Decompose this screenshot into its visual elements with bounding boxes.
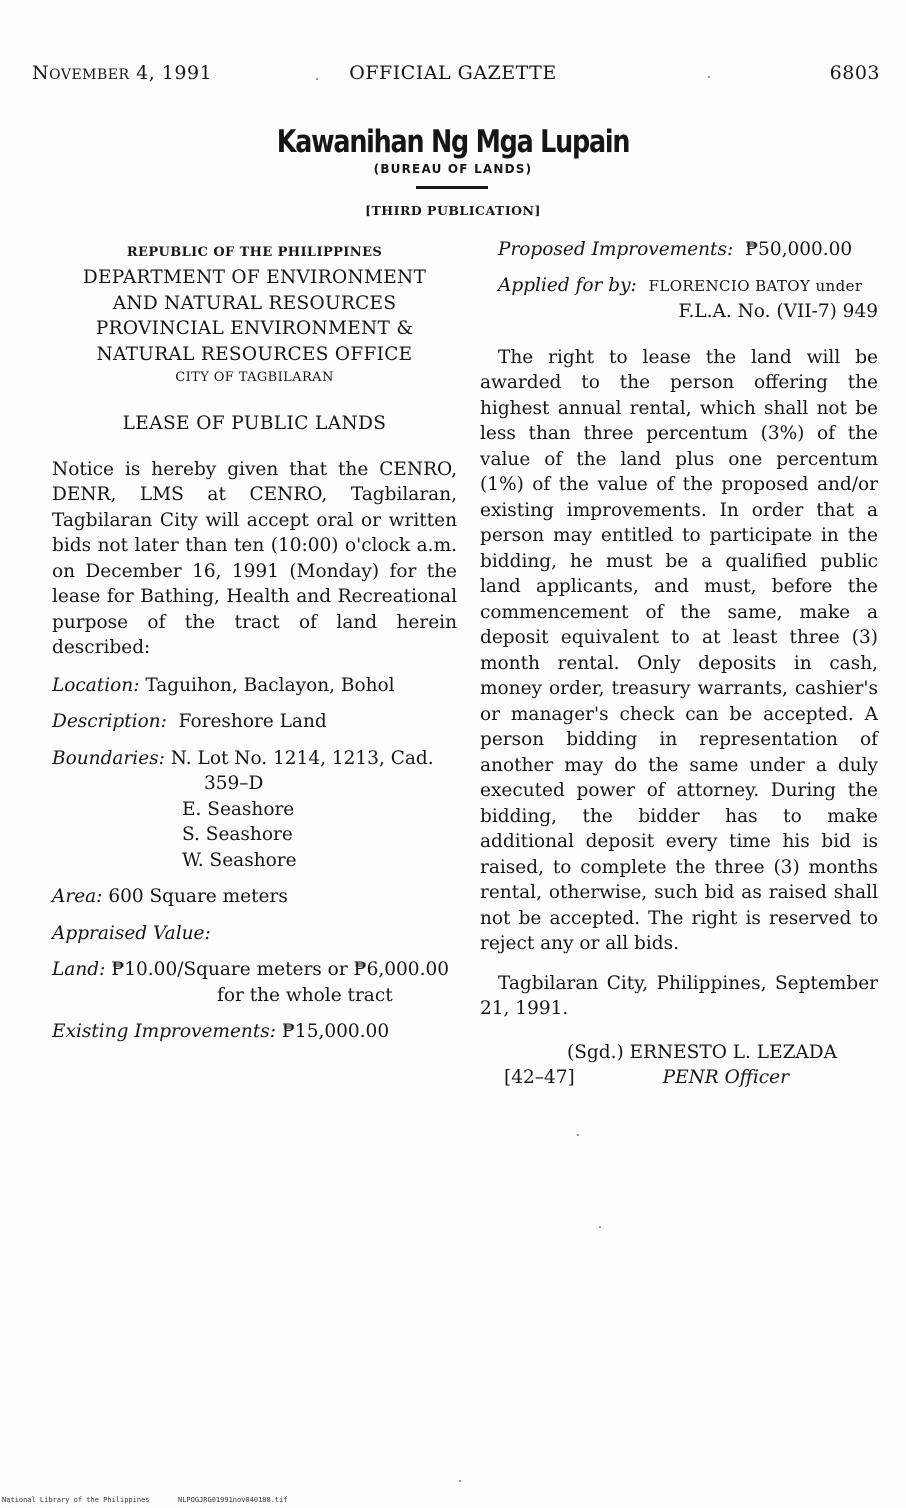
section-title: Kawanihan Ng Mga Lupain [276,124,630,160]
publication-note: [THIRD PUBLICATION] [365,203,541,218]
applicant-field: Applied for by: FLORENCIO BATOY under F.L.A. No. (VII-7) 949 [498,274,878,322]
officer-line [480,1065,878,1091]
right-column [480,237,878,1091]
lease-terms-text: The right to lease the land will be awarded to the person offering the highest annual rental, which shall not be less than three percentum (3%) of the value of the land plus one percentum (1%) of the value of the proposed and/or existing improvements. In order that a person may entitled to participate in the bidding, he must be a qualified public land applicants, and must, before the commencement of the same, make a deposit equivalent to at least three (3) month rental. Only deposits in cash, money order, treasury warrants, cashier's or manager's check can be accepted. A person bidding in representation of another may do the same under a duly executed power of attorney. During the bidding, the bidder has to make additional deposit every time his bid is raised, to complete the three (3) months rental, otherwise, such bid as raised shall not be accepted. The right is reserved to reject any or all bids. [480,346,878,954]
appraised-label: Appraised Value: [52,922,211,944]
city-line: CITY OF TAGBILARAN [175,370,334,385]
scan-speck [316,78,318,80]
library-credit: National Library of the Philippines [2,1496,150,1504]
left-column [52,241,457,1045]
signature-line: (Sgd.) ERNESTO L. LEZADA [567,1041,837,1063]
department-name: DEPARTMENT OF ENVIRONMENT AND NATURAL RESOURCES PROVINCIAL ENVIRONMENT & NATURAL RESOURCES OFFICE [82,267,427,365]
file-name: NLPOGJRG01991nov040188.tif [178,1496,288,1504]
republic-line: REPUBLIC OF THE PHILIPPINES [126,245,383,260]
section-subtitle: (BUREAU OF LANDS) [373,162,533,176]
existing-improvements-field: Existing Improvements: ₱15,000.00 [52,1021,390,1042]
area-field: Area: 600 Square meters [52,886,288,907]
location-field: Location: Taguihon, Baclayon, Bohol [52,674,395,696]
officer-title: PENR Officer [662,1067,789,1088]
page-number: 6803 [829,62,880,84]
boundaries-field: Boundaries: N. Lot No. 1214, 1213, Cad. 359–D E. Seashore S. Seashore W. Seashore [52,747,434,871]
scan-speck [459,1480,461,1482]
description-field: Description: Foreshore Land [52,711,327,732]
notice-text: Notice is hereby given that the CENRO, DENR, LMS at CENRO, Tagbilaran, Tagbilaran City will accept oral or written bids not later than ten (10:00) o'clock a.m. on December 16, 1991 (Monday) for the lease for Bathing, Health and Recreational purpose of the tract of land herein described: [52,458,457,658]
scan-speck [577,1134,579,1136]
place-date: Tagbilaran City, Philippines, September 21, 1991. [480,972,878,1019]
notice-heading: LEASE OF PUBLIC LANDS [122,413,387,434]
issue-date: NOVEMBER 4, 1991 [32,62,213,84]
land-value-field: Land: ₱10.00/Square meters or ₱6,000.00 for the whole tract [52,959,449,1006]
reference-number: [42–47] [504,1067,575,1088]
scan-speck [599,1226,601,1228]
proposed-improvements-field: Proposed Improvements: ₱50,000.00 [498,239,853,260]
scan-speck [708,76,710,78]
publication-name: OFFICIAL GAZETTE [349,62,557,84]
title-rule [416,186,488,189]
